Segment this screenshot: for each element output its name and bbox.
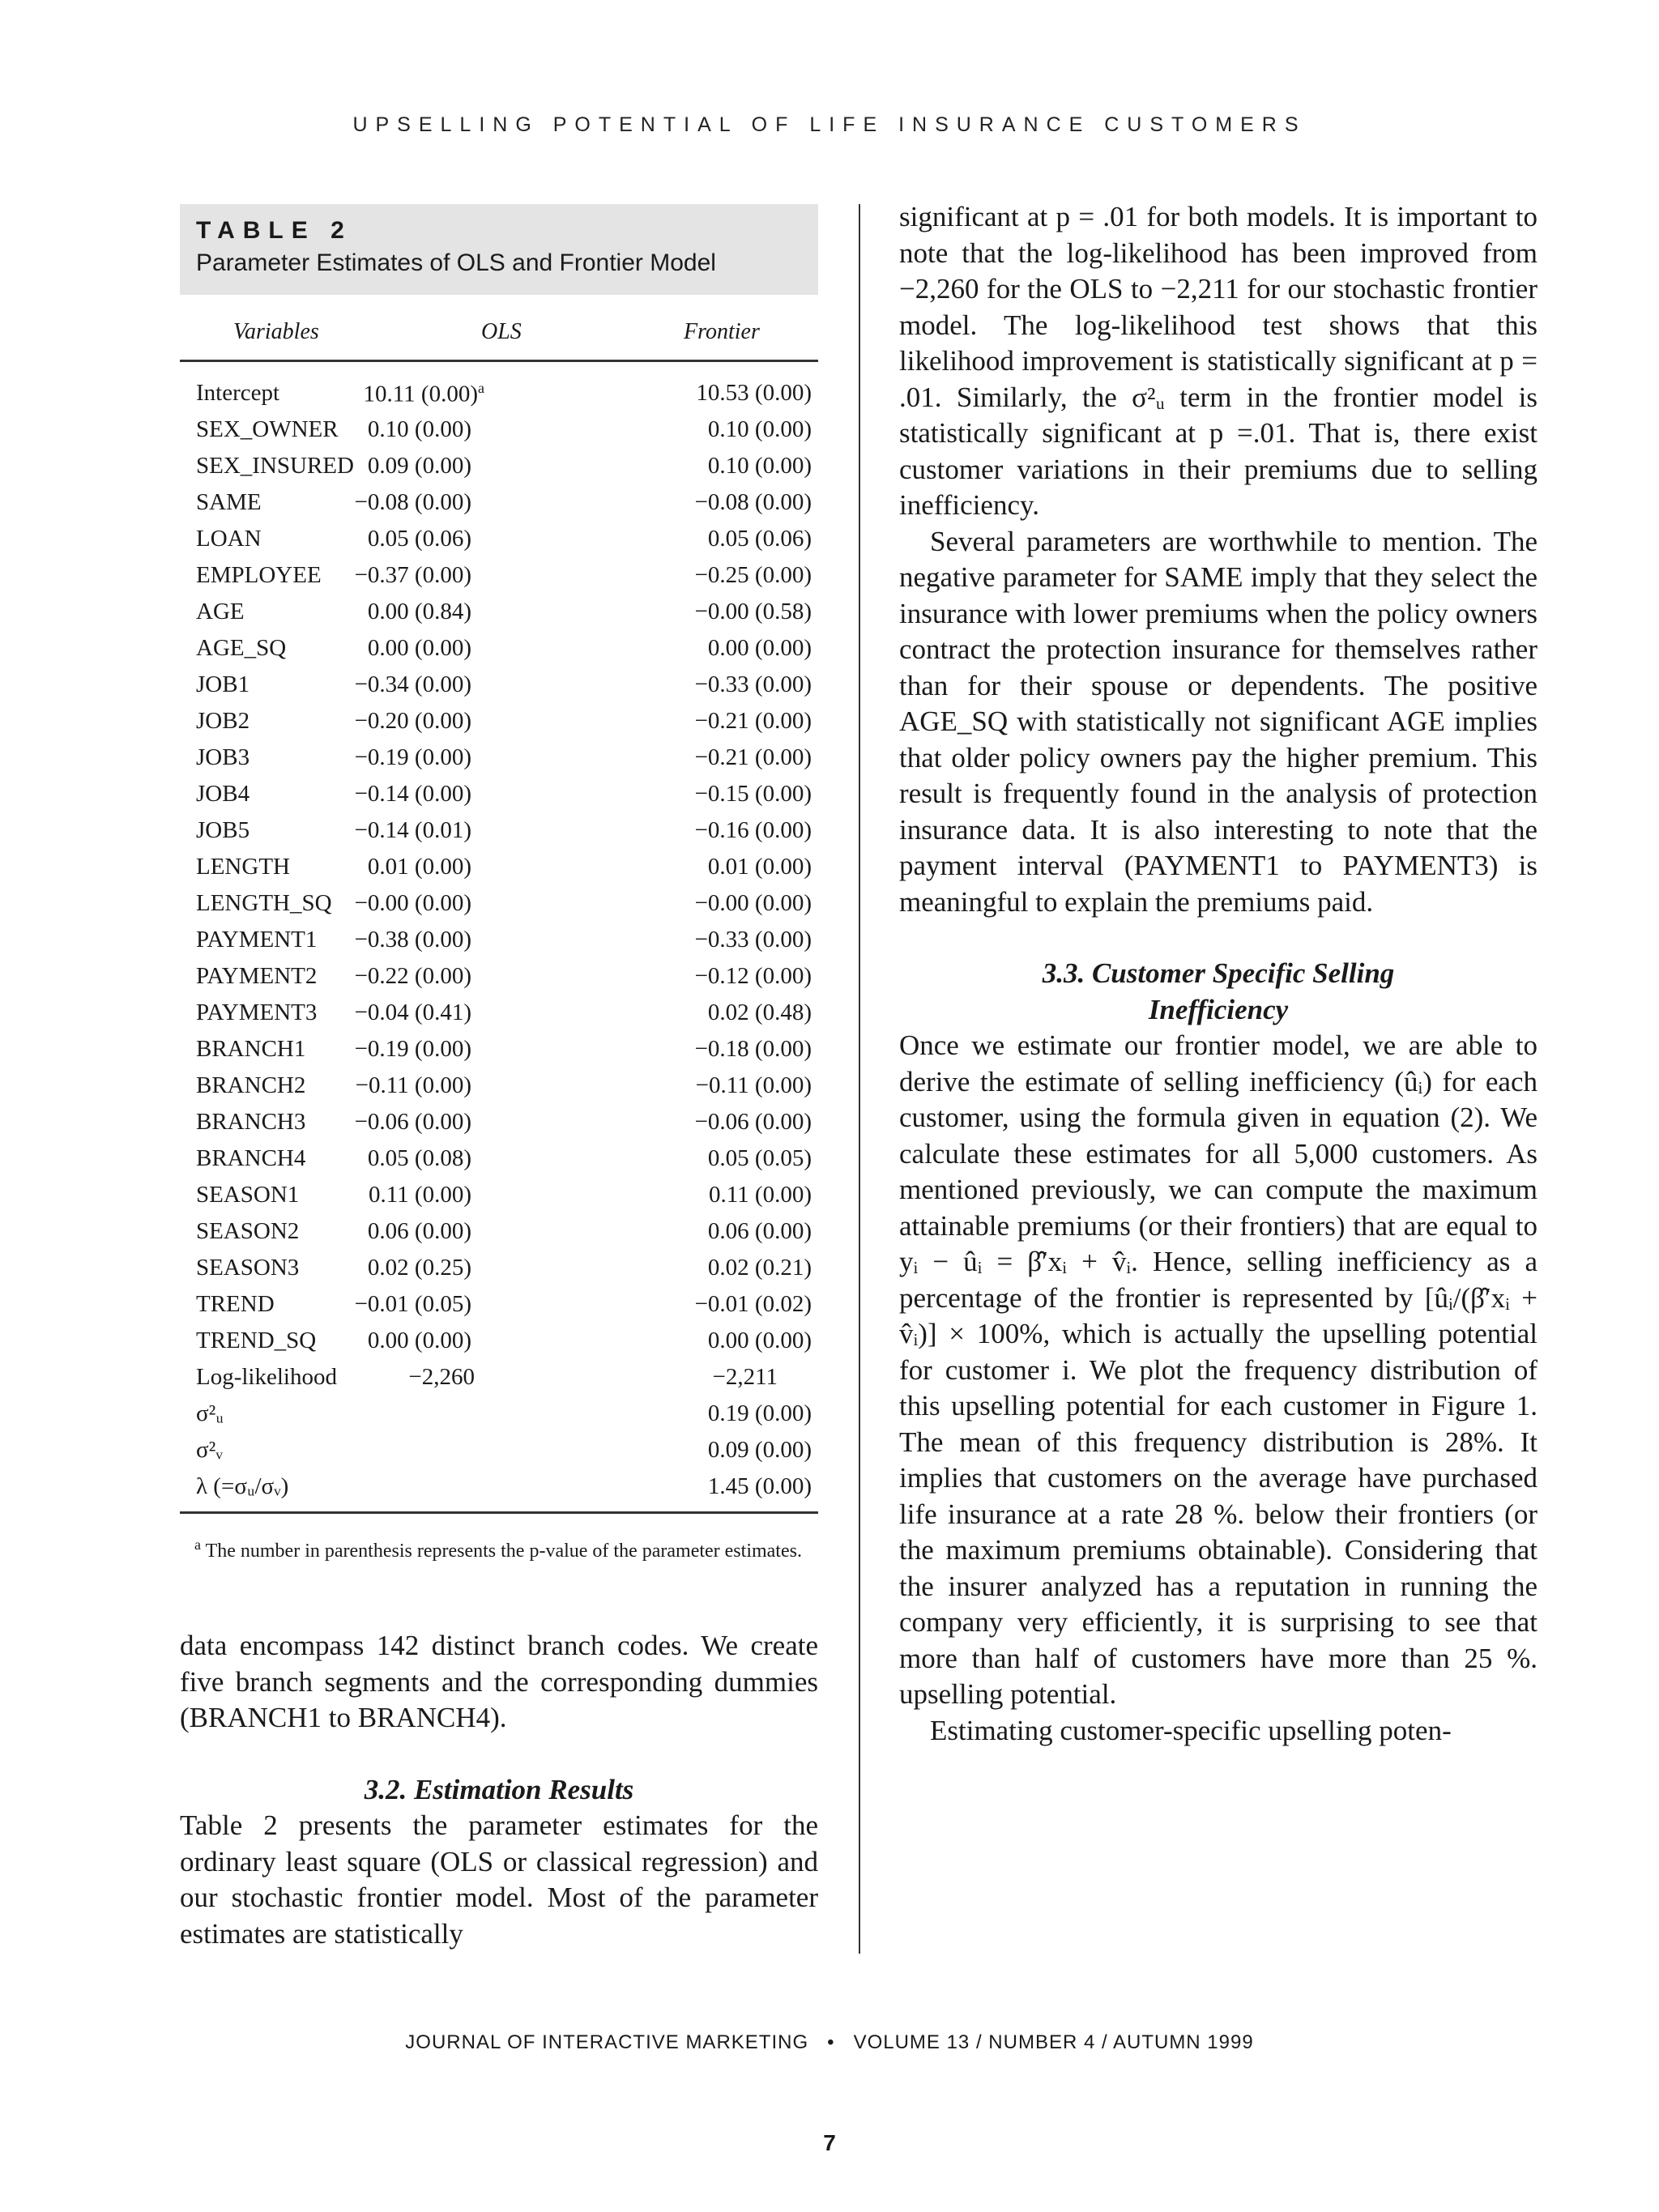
cell-variable: PAYMENT3: [196, 999, 318, 1025]
table-row: [180, 1029, 818, 1066]
cell-variable: EMPLOYEE: [196, 562, 322, 588]
cell-ols-value: 0.05 (0.06): [367, 526, 471, 552]
cell-ols-value: −0.04 (0.41): [354, 999, 471, 1025]
table-row: [180, 556, 818, 592]
cell-ols-value: 0.05 (0.08): [367, 1145, 471, 1171]
cell-variable: AGE_SQ: [196, 635, 287, 661]
cell-variable: JOB1: [196, 671, 250, 697]
cell-ols-footnote-mark: a: [478, 380, 484, 396]
table-row: [180, 701, 818, 738]
cell-ols: [408, 1364, 475, 1391]
table-body: [180, 373, 818, 1503]
cell-variable: LENGTH_SQ: [196, 890, 332, 916]
cell-ols-value: −0.08 (0.00): [354, 489, 471, 515]
cell-ols: [355, 671, 471, 698]
cell-ols: [369, 1182, 471, 1208]
cell-variable: BRANCH2: [196, 1072, 306, 1098]
cell-ols: [355, 744, 471, 771]
cell-variable: AGE: [196, 599, 245, 624]
table-label: TABLE 2: [196, 217, 352, 244]
table-row: [180, 1175, 818, 1212]
cell-ols-value: 0.00 (0.84): [367, 599, 471, 624]
cell-variable: BRANCH1: [196, 1036, 306, 1062]
cell-ols-value: −0.14 (0.00): [354, 781, 471, 807]
table-header: [180, 204, 818, 295]
right-paragraph-4: Estimating customer-specific upselling poten-: [930, 1714, 1452, 1746]
table-row: [180, 1066, 818, 1102]
cell-ols-value: −0.00 (0.00): [354, 890, 471, 916]
cell-ols: [355, 999, 471, 1026]
cell-variable: σ²ᵥ: [196, 1437, 223, 1463]
footer-issue: VOLUME 13 / NUMBER 4 / AUTUMN 1999: [853, 2031, 1254, 2053]
cell-variable: SEX_OWNER: [196, 416, 339, 442]
cell-frontier: 0.19 (0.00): [707, 1400, 812, 1426]
cell-ols: [355, 781, 471, 808]
table-row: [180, 1139, 818, 1175]
cell-variable: SEASON1: [196, 1182, 300, 1208]
cell-frontier: −0.11 (0.00): [695, 1072, 812, 1098]
cell-ols: [355, 927, 471, 953]
cell-frontier: 0.00 (0.00): [707, 635, 812, 661]
cell-frontier: −0.00 (0.58): [694, 599, 812, 624]
cell-ols-value: −0.01 (0.05): [354, 1291, 471, 1317]
cell-ols-value: −0.19 (0.00): [354, 744, 471, 770]
footnote-mark: a: [194, 1536, 201, 1553]
cell-frontier: −2,211: [712, 1364, 778, 1390]
cell-frontier: −0.33 (0.00): [694, 671, 812, 697]
cell-frontier: −0.21 (0.00): [694, 744, 812, 770]
cell-frontier: 0.02 (0.48): [707, 999, 812, 1025]
table-row: [180, 592, 818, 629]
table-row: [180, 1102, 818, 1139]
cell-ols: [368, 1145, 471, 1172]
table-row: [180, 629, 818, 665]
cell-ols-value: 0.11 (0.00): [369, 1182, 471, 1208]
cell-ols-value: 0.06 (0.00): [367, 1218, 471, 1244]
running-head: UPSELLING POTENTIAL OF LIFE INSURANCE CUSTOMERS: [352, 113, 1307, 136]
cell-variable: SEASON2: [196, 1218, 300, 1244]
cell-ols: [368, 599, 471, 625]
cell-ols-value: −0.14 (0.01): [354, 817, 471, 843]
right-column-text: [899, 199, 1537, 1749]
cell-ols: [368, 453, 471, 479]
section-heading-3-3-line1: 3.3. Customer Specific Selling: [1042, 957, 1395, 989]
table-row: [180, 1467, 818, 1503]
cell-frontier: 0.10 (0.00): [707, 453, 812, 479]
cell-frontier: −0.01 (0.02): [694, 1291, 812, 1317]
cell-variable: LOAN: [196, 526, 262, 552]
cell-ols-value: 0.02 (0.25): [367, 1255, 471, 1281]
cell-frontier: 0.02 (0.21): [707, 1255, 812, 1281]
cell-ols-value: 0.09 (0.00): [367, 453, 471, 479]
right-paragraph-1: significant at p = .01 for both models. It is important to note that the log-likelihood has been improved from −2,260 for the OLS to −2,211 for our stochastic frontier model. The log-likelihood test shows that this likelihood improvement is statistically significant at p = .01. Similarly, the σ²ᵤ term in the frontier model is statistically significant at p =.01. That is, there exist customer variations in their premiums due to selling inefficiency.: [899, 201, 1537, 521]
footnote-text: The number in parenthesis represents the p-value of the parameter estimates.: [205, 1541, 802, 1562]
cell-ols-value: −2,260: [408, 1364, 475, 1390]
table-row: [180, 738, 818, 774]
cell-frontier: −0.33 (0.00): [694, 927, 812, 953]
cell-ols: [368, 635, 471, 662]
right-paragraph-3: Once we estimate our frontier model, we are able to derive the estimate of selling inefficiency (ûᵢ) for each customer, using the formula given in equation (2). We calculate these estimates for all 5,000 customers. As mentioned previously, we can compute the maximum attainable premiums (or their frontiers) that are equal to yᵢ − ûᵢ = β̂′xᵢ + v̂ᵢ. Hence, selling inefficiency as a percentage of the frontier is represented by [ûᵢ/(β̂′xᵢ + v̂ᵢ)] × 100%, which is actually the upselling potential for customer i. We plot the frequency distribution of this upselling potential for each customer in Figure 1. The mean of this frequency distribution is 28%. It implies that customers on the average have purchased life insurance at a rate 28 %. below their frontiers (or the maximum premiums obtainable). Considering that the insurer analyzed has a reputation in running the company very efficiently, it is surprising to see that more than half of customers have more than 25 %. upselling potential.: [899, 1029, 1537, 1710]
cell-frontier: −0.08 (0.00): [694, 489, 812, 515]
table-row: [180, 1248, 818, 1285]
cell-ols-value: 0.10 (0.00): [367, 416, 471, 442]
table-row: [180, 957, 818, 993]
cell-ols-value: −0.20 (0.00): [354, 708, 471, 734]
cell-frontier: −0.06 (0.00): [694, 1109, 812, 1135]
cell-ols-value: 0.01 (0.00): [367, 854, 471, 880]
table-row: [180, 483, 818, 519]
cell-frontier: −0.00 (0.00): [694, 890, 812, 916]
section-heading-3-2: 3.2. Estimation Results: [364, 1773, 634, 1805]
table-row: [180, 993, 818, 1029]
cell-frontier: 0.11 (0.00): [709, 1182, 812, 1208]
cell-ols: [368, 1328, 471, 1354]
journal-footer: [0, 2031, 1659, 2054]
table-row: [180, 1357, 818, 1394]
cell-ols: [368, 526, 471, 552]
cell-ols-value: −0.34 (0.00): [354, 671, 471, 697]
cell-frontier: 0.00 (0.00): [707, 1328, 812, 1353]
table-row: [180, 373, 818, 410]
table-row: [180, 665, 818, 701]
cell-ols-value: −0.22 (0.00): [354, 963, 471, 989]
table-row: [180, 1430, 818, 1467]
cell-ols: [368, 854, 471, 880]
cell-variable: Log-likelihood: [196, 1364, 337, 1390]
table-row: [180, 847, 818, 884]
table-row: [180, 1212, 818, 1248]
cell-ols: [355, 1036, 471, 1063]
cell-frontier: 0.05 (0.05): [707, 1145, 812, 1171]
cell-frontier: 0.01 (0.00): [707, 854, 812, 880]
left-column-text: [180, 1628, 818, 1952]
table-row: [180, 410, 818, 446]
left-paragraph-1: data encompass 142 distinct branch codes. We create five branch segments and the corresponding dummies (BRANCH1 to BRANCH4).: [180, 1630, 818, 1733]
table-row: [180, 1285, 818, 1321]
cell-ols: [355, 817, 471, 844]
cell-ols: [356, 1072, 471, 1099]
cell-variable: JOB4: [196, 781, 250, 807]
cell-ols-value: −0.11 (0.00): [355, 1072, 471, 1098]
table-footnote: [180, 1514, 818, 1565]
cell-ols: [355, 1291, 471, 1318]
cell-frontier: 10.53 (0.00): [696, 380, 812, 406]
cell-variable: JOB3: [196, 744, 250, 770]
cell-ols-value: 10.11 (0.00): [363, 381, 478, 407]
cell-frontier: −0.25 (0.00): [694, 562, 812, 588]
cell-ols-value: 0.00 (0.00): [367, 635, 471, 661]
cell-variable: λ (=σᵤ/σᵥ): [196, 1473, 289, 1499]
cell-variable: BRANCH4: [196, 1145, 306, 1171]
cell-variable: JOB2: [196, 708, 250, 734]
col-header-variables: Variables: [233, 319, 319, 344]
footer-bullet: •: [827, 2031, 835, 2053]
cell-ols: [355, 890, 471, 917]
cell-ols: [355, 708, 471, 735]
cell-variable: PAYMENT1: [196, 927, 318, 953]
section-heading-3-3-line2: Inefficiency: [1148, 993, 1289, 1025]
cell-frontier: −0.12 (0.00): [694, 963, 812, 989]
cell-variable: TREND_SQ: [196, 1328, 317, 1353]
cell-ols-value: −0.19 (0.00): [354, 1036, 471, 1062]
table-row: [180, 1394, 818, 1430]
cell-ols: [355, 562, 471, 589]
cell-ols: [355, 963, 471, 990]
column-divider: [859, 204, 860, 1954]
footer-journal: JOURNAL OF INTERACTIVE MARKETING: [405, 2031, 809, 2053]
table-row: [180, 519, 818, 556]
table-caption: Parameter Estimates of OLS and Frontier Model: [196, 249, 716, 276]
cell-frontier: −0.18 (0.00): [694, 1036, 812, 1062]
cell-ols: [355, 1109, 471, 1136]
cell-ols: [368, 1255, 471, 1281]
cell-frontier: 1.45 (0.00): [707, 1473, 812, 1499]
cell-variable: PAYMENT2: [196, 963, 318, 989]
cell-variable: SAME: [196, 489, 262, 515]
cell-variable: Intercept: [196, 380, 280, 406]
table-row: [180, 884, 818, 920]
table-row: [180, 774, 818, 811]
col-header-ols: OLS: [481, 319, 522, 344]
table-column-headers: [180, 295, 818, 362]
cell-frontier: −0.21 (0.00): [694, 708, 812, 734]
cell-ols: [368, 416, 471, 443]
table-row: [180, 811, 818, 847]
cell-ols-value: −0.38 (0.00): [354, 927, 471, 953]
cell-frontier: 0.10 (0.00): [707, 416, 812, 442]
cell-ols: [364, 380, 485, 408]
cell-variable: BRANCH3: [196, 1109, 306, 1135]
cell-frontier: 0.09 (0.00): [707, 1437, 812, 1463]
table-row: [180, 1321, 818, 1357]
cell-variable: LENGTH: [196, 854, 290, 880]
table-row: [180, 920, 818, 957]
table-2: [180, 204, 818, 1565]
cell-ols-value: −0.37 (0.00): [354, 562, 471, 588]
cell-frontier: −0.15 (0.00): [694, 781, 812, 807]
right-paragraph-2: Several parameters are worthwhile to mention. The negative parameter for SAME imply that they select the insurance with lower premiums when the policy owners contract the protection insurance for themselves rather than for their spouse or dependents. The positive AGE_SQ with statistically not significant AGE implies that older policy owners pay the higher premium. This result is frequently found in the analysis of protection insurance data. It is also interesting to note that the payment interval (PAYMENT1 to PAYMENT3) is meaningful to explain the premiums paid.: [899, 525, 1537, 918]
cell-ols-value: −0.06 (0.00): [354, 1109, 471, 1135]
left-paragraph-2: Table 2 presents the parameter estimates for the ordinary least square (OLS or classical regression) and our stochastic frontier model. Most of the parameter estimates are statistically: [180, 1809, 818, 1950]
cell-frontier: −0.16 (0.00): [694, 817, 812, 843]
cell-frontier: 0.05 (0.06): [707, 526, 812, 552]
cell-variable: σ²ᵤ: [196, 1400, 224, 1426]
table-row: [180, 446, 818, 483]
page-number: 7: [823, 2130, 836, 2155]
cell-ols: [368, 1218, 471, 1245]
cell-variable: SEX_INSURED: [196, 453, 354, 479]
cell-ols-value: 0.00 (0.00): [367, 1328, 471, 1353]
cell-frontier: 0.06 (0.00): [707, 1218, 812, 1244]
col-header-frontier: Frontier: [684, 319, 760, 344]
cell-ols: [355, 489, 471, 516]
cell-variable: TREND: [196, 1291, 275, 1317]
cell-variable: SEASON3: [196, 1255, 300, 1281]
cell-variable: JOB5: [196, 817, 250, 843]
